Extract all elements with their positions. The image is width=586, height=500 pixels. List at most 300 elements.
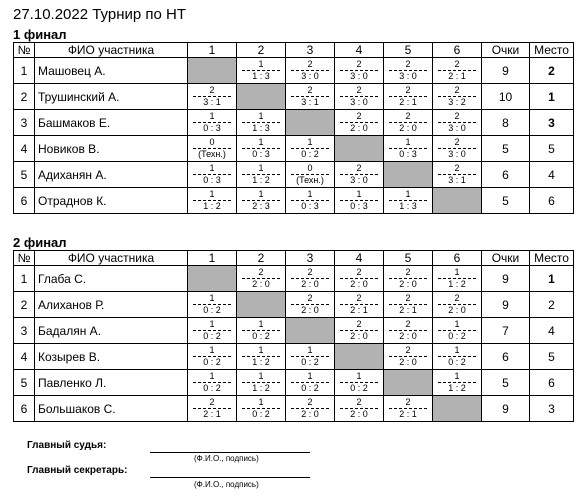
table-row — [14, 84, 574, 110]
match-score: 1 : 3 — [242, 70, 280, 83]
match-score: 1 : 2 — [438, 382, 476, 395]
match-result — [237, 188, 285, 213]
participant-name: Алиханов Р. — [35, 292, 188, 318]
match-points: 2 — [356, 319, 362, 329]
match-result-cell — [286, 344, 335, 370]
match-result-cell — [384, 188, 433, 214]
match-score: 0 : 2 — [438, 356, 476, 369]
participant-number: 2 — [14, 84, 35, 110]
match-score: 3 : 0 — [340, 96, 378, 109]
match-points: 2 — [356, 293, 362, 303]
match-result-cell — [433, 110, 482, 136]
participant-name: Башмаков Е. — [35, 110, 188, 136]
match-points: 2 — [405, 345, 411, 355]
self-match-cell — [384, 162, 433, 188]
column-header: 5 — [384, 43, 433, 58]
match-result-cell — [335, 396, 384, 422]
final-place: 4 — [530, 318, 574, 344]
match-score: 0 : 2 — [193, 356, 231, 369]
match-score: 1 : 3 — [389, 200, 427, 213]
match-result-cell — [384, 58, 433, 84]
match-result — [237, 396, 285, 421]
self-match-cell — [188, 58, 237, 84]
match-points: 2 — [209, 397, 215, 407]
self-match-cell — [433, 396, 482, 422]
self-match-cell — [286, 110, 335, 136]
match-score: 2 : 1 — [389, 408, 427, 421]
results-table-final-2 — [13, 250, 574, 422]
match-result-cell — [433, 58, 482, 84]
total-points: 9 — [482, 396, 530, 422]
match-points: 1 — [258, 59, 264, 69]
match-result — [384, 344, 432, 369]
match-result-cell — [286, 162, 335, 188]
match-score: 2 : 0 — [340, 408, 378, 421]
table-row — [14, 162, 574, 188]
match-score: 2 : 0 — [340, 330, 378, 343]
match-points: 2 — [454, 85, 460, 95]
match-points: 2 — [405, 319, 411, 329]
match-result-cell — [384, 266, 433, 292]
match-score: 1 : 3 — [242, 122, 280, 135]
match-result-cell — [286, 266, 335, 292]
table-row — [14, 370, 574, 396]
match-score: (Техн.) — [193, 148, 231, 161]
match-score: 0 : 2 — [242, 330, 280, 343]
match-score: 1 : 2 — [438, 278, 476, 291]
match-result — [286, 292, 334, 317]
match-score: 0 : 2 — [242, 408, 280, 421]
participant-number: 5 — [14, 162, 35, 188]
match-result-cell — [335, 370, 384, 396]
match-points: 2 — [454, 111, 460, 121]
participant-name: Глаба С. — [35, 266, 188, 292]
match-points: 2 — [454, 137, 460, 147]
table-row — [14, 344, 574, 370]
match-result-cell — [188, 136, 237, 162]
self-match-cell — [188, 266, 237, 292]
table-header-row — [14, 251, 574, 266]
participant-number: 1 — [14, 266, 35, 292]
match-result — [384, 396, 432, 421]
table-row — [14, 266, 574, 292]
match-score: 0 : 3 — [242, 148, 280, 161]
match-score: 3 : 2 — [438, 96, 476, 109]
match-result — [384, 84, 432, 109]
match-result-cell — [286, 84, 335, 110]
match-points: 1 — [454, 267, 460, 277]
participant-name: Козырев В. — [35, 344, 188, 370]
match-result — [286, 84, 334, 109]
match-result — [335, 292, 383, 317]
match-score: 0 : 3 — [340, 200, 378, 213]
participant-number: 6 — [14, 396, 35, 422]
match-result — [384, 58, 432, 83]
match-result — [188, 110, 236, 135]
match-points: 1 — [454, 345, 460, 355]
match-result — [286, 266, 334, 291]
match-points: 1 — [405, 137, 411, 147]
section-title-final-2: 2 финал — [13, 235, 67, 250]
table-row — [14, 58, 574, 84]
match-result — [433, 318, 481, 343]
match-score: 2 : 1 — [193, 408, 231, 421]
match-score: 0 : 3 — [291, 200, 329, 213]
match-score: 0 : 2 — [291, 356, 329, 369]
match-result — [433, 344, 481, 369]
column-header: 6 — [433, 251, 482, 266]
match-result — [188, 344, 236, 369]
match-result-cell — [384, 292, 433, 318]
total-points: 9 — [482, 266, 530, 292]
participant-name: Адиханян А. — [35, 162, 188, 188]
match-result — [433, 266, 481, 291]
match-result — [384, 266, 432, 291]
match-score: 0 : 2 — [193, 304, 231, 317]
match-result-cell — [237, 370, 286, 396]
match-points: 1 — [356, 189, 362, 199]
final-place: 3 — [530, 396, 574, 422]
match-result — [188, 318, 236, 343]
self-match-cell — [433, 188, 482, 214]
match-points: 2 — [209, 85, 215, 95]
match-points: 1 — [307, 345, 313, 355]
final-place: 6 — [530, 188, 574, 214]
match-result — [188, 396, 236, 421]
chief-judge-hint: (Ф.И.О., подпись) — [194, 454, 259, 463]
match-result — [335, 318, 383, 343]
match-points: 2 — [356, 267, 362, 277]
participant-name: Новиков В. — [35, 136, 188, 162]
match-score: 3 : 0 — [438, 148, 476, 161]
match-score: 0 : 3 — [193, 174, 231, 187]
match-points: 1 — [258, 397, 264, 407]
match-points: 1 — [454, 371, 460, 381]
match-points: 1 — [209, 319, 215, 329]
match-result-cell — [188, 162, 237, 188]
chief-secretary-hint: (Ф.И.О., подпись) — [194, 480, 259, 489]
match-points: 2 — [307, 267, 313, 277]
match-result-cell — [237, 110, 286, 136]
match-score: 0 : 2 — [193, 382, 231, 395]
match-points: 1 — [209, 163, 215, 173]
column-header: 4 — [335, 43, 384, 58]
match-result — [335, 84, 383, 109]
match-score: 2 : 0 — [340, 122, 378, 135]
match-score: 2 : 0 — [389, 278, 427, 291]
match-result — [335, 370, 383, 395]
chief-secretary-label: Главный секретарь: — [27, 465, 128, 476]
match-result-cell — [286, 58, 335, 84]
match-result-cell — [335, 58, 384, 84]
match-result — [286, 162, 334, 187]
column-header: Очки — [482, 251, 530, 266]
match-points: 0 — [307, 163, 313, 173]
match-result — [188, 162, 236, 187]
match-points: 1 — [258, 371, 264, 381]
participant-name: Трушинский А. — [35, 84, 188, 110]
match-points: 1 — [258, 189, 264, 199]
match-points: 0 — [209, 137, 215, 147]
column-header: 6 — [433, 43, 482, 58]
match-result — [188, 370, 236, 395]
match-result — [433, 110, 481, 135]
match-result — [335, 162, 383, 187]
match-score: 0 : 2 — [438, 330, 476, 343]
match-result — [237, 162, 285, 187]
column-header: 1 — [188, 43, 237, 58]
match-points: 2 — [307, 59, 313, 69]
participant-number: 5 — [14, 370, 35, 396]
match-score: 2 : 3 — [242, 200, 280, 213]
match-result-cell — [188, 344, 237, 370]
participant-name: Бадалян А. — [35, 318, 188, 344]
final-place: 2 — [530, 58, 574, 84]
column-header: ФИО участника — [35, 251, 188, 266]
match-result — [335, 58, 383, 83]
match-points: 1 — [258, 111, 264, 121]
match-points: 2 — [356, 163, 362, 173]
column-header: ФИО участника — [35, 43, 188, 58]
final-place: 1 — [530, 84, 574, 110]
match-points: 2 — [307, 85, 313, 95]
match-score: 2 : 0 — [389, 330, 427, 343]
match-score: 2 : 0 — [389, 122, 427, 135]
match-score: 2 : 0 — [291, 408, 329, 421]
column-header: 2 — [237, 251, 286, 266]
table-row — [14, 396, 574, 422]
match-score: 1 : 2 — [242, 174, 280, 187]
match-result-cell — [188, 84, 237, 110]
final-place: 6 — [530, 370, 574, 396]
match-result-cell — [237, 136, 286, 162]
match-points: 1 — [209, 111, 215, 121]
match-points: 2 — [356, 397, 362, 407]
match-points: 2 — [405, 111, 411, 121]
table-row — [14, 292, 574, 318]
match-points: 2 — [356, 59, 362, 69]
match-result — [335, 266, 383, 291]
match-result-cell — [384, 84, 433, 110]
match-result-cell — [188, 396, 237, 422]
participant-name: Отраднов К. — [35, 188, 188, 214]
match-result — [237, 58, 285, 83]
match-points: 1 — [258, 345, 264, 355]
match-result — [335, 396, 383, 421]
match-result — [384, 318, 432, 343]
match-result-cell — [335, 110, 384, 136]
results-table-final-1 — [13, 42, 574, 214]
column-header: 2 — [237, 43, 286, 58]
match-points: 1 — [405, 189, 411, 199]
participant-number: 2 — [14, 292, 35, 318]
participant-name: Павленко Л. — [35, 370, 188, 396]
table-row — [14, 110, 574, 136]
match-points: 1 — [258, 319, 264, 329]
match-result-cell — [335, 318, 384, 344]
match-score: 3 : 1 — [193, 96, 231, 109]
total-points: 10 — [482, 84, 530, 110]
match-result-cell — [335, 188, 384, 214]
match-score: 2 : 0 — [242, 278, 280, 291]
table-row — [14, 136, 574, 162]
match-score: 2 : 1 — [340, 304, 378, 317]
total-points: 6 — [482, 162, 530, 188]
match-score: 3 : 1 — [438, 174, 476, 187]
match-score: 3 : 0 — [340, 70, 378, 83]
match-points: 2 — [454, 163, 460, 173]
match-result-cell — [237, 188, 286, 214]
match-score: 1 : 2 — [193, 200, 231, 213]
participant-name: Большаков С. — [35, 396, 188, 422]
match-points: 1 — [209, 345, 215, 355]
match-score: 3 : 0 — [389, 70, 427, 83]
match-points: 1 — [454, 319, 460, 329]
match-points: 1 — [307, 189, 313, 199]
match-result — [237, 318, 285, 343]
match-points: 2 — [307, 293, 313, 303]
match-result-cell — [237, 266, 286, 292]
match-points: 1 — [258, 163, 264, 173]
column-header: Место — [530, 251, 574, 266]
match-points: 2 — [258, 267, 264, 277]
participant-number: 4 — [14, 136, 35, 162]
participant-number: 6 — [14, 188, 35, 214]
match-score: 3 : 0 — [438, 122, 476, 135]
match-score: 1 : 2 — [242, 382, 280, 395]
match-score: 2 : 0 — [438, 304, 476, 317]
match-score: 2 : 0 — [291, 304, 329, 317]
match-result — [433, 58, 481, 83]
match-result — [433, 370, 481, 395]
match-points: 1 — [209, 189, 215, 199]
match-score: (Техн.) — [291, 174, 329, 187]
match-result — [237, 370, 285, 395]
match-result-cell — [188, 110, 237, 136]
table-header-row — [14, 43, 574, 58]
match-points: 2 — [356, 111, 362, 121]
match-result — [384, 136, 432, 161]
match-result-cell — [237, 58, 286, 84]
chief-secretary-signature-line — [150, 477, 310, 478]
match-points: 1 — [356, 371, 362, 381]
match-result-cell — [335, 292, 384, 318]
match-result-cell — [237, 162, 286, 188]
match-score: 3 : 0 — [340, 174, 378, 187]
table-row — [14, 318, 574, 344]
match-result — [433, 84, 481, 109]
match-score: 1 : 2 — [242, 356, 280, 369]
match-result — [286, 188, 334, 213]
table-row — [14, 188, 574, 214]
participant-number: 3 — [14, 318, 35, 344]
match-result-cell — [188, 292, 237, 318]
final-place: 3 — [530, 110, 574, 136]
match-result-cell — [237, 396, 286, 422]
participant-name: Машовец А. — [35, 58, 188, 84]
match-score: 0 : 2 — [193, 330, 231, 343]
column-header: 4 — [335, 251, 384, 266]
match-points: 2 — [454, 293, 460, 303]
final-place: 5 — [530, 344, 574, 370]
chief-judge-label: Главный судья: — [27, 440, 107, 451]
self-match-cell — [237, 84, 286, 110]
match-points: 1 — [209, 371, 215, 381]
match-result — [433, 136, 481, 161]
match-score: 2 : 1 — [389, 96, 427, 109]
match-result-cell — [286, 396, 335, 422]
match-result-cell — [433, 370, 482, 396]
total-points: 5 — [482, 188, 530, 214]
match-result — [286, 58, 334, 83]
total-points: 9 — [482, 58, 530, 84]
match-result — [384, 110, 432, 135]
match-result-cell — [433, 318, 482, 344]
match-result-cell — [286, 188, 335, 214]
match-result — [237, 110, 285, 135]
total-points: 9 — [482, 292, 530, 318]
match-result-cell — [433, 292, 482, 318]
match-points: 2 — [307, 397, 313, 407]
match-result-cell — [335, 266, 384, 292]
match-result — [237, 344, 285, 369]
match-score: 0 : 2 — [291, 382, 329, 395]
match-result — [335, 188, 383, 213]
match-result — [384, 188, 432, 213]
match-score: 2 : 1 — [438, 70, 476, 83]
match-score: 0 : 2 — [340, 382, 378, 395]
total-points: 7 — [482, 318, 530, 344]
page-title: 27.10.2022 Турнир по НТ — [13, 6, 187, 23]
final-place: 2 — [530, 292, 574, 318]
match-score: 2 : 0 — [389, 356, 427, 369]
match-points: 2 — [405, 293, 411, 303]
match-result — [335, 110, 383, 135]
final-place: 4 — [530, 162, 574, 188]
match-result-cell — [384, 136, 433, 162]
match-points: 1 — [209, 293, 215, 303]
participant-number: 3 — [14, 110, 35, 136]
match-result-cell — [188, 318, 237, 344]
match-score: 0 : 2 — [291, 148, 329, 161]
match-result — [286, 370, 334, 395]
match-result-cell — [237, 318, 286, 344]
match-result-cell — [433, 344, 482, 370]
match-points: 2 — [405, 397, 411, 407]
self-match-cell — [286, 318, 335, 344]
match-score: 2 : 1 — [389, 304, 427, 317]
participant-number: 1 — [14, 58, 35, 84]
match-score: 3 : 0 — [291, 70, 329, 83]
match-result-cell — [335, 162, 384, 188]
match-result-cell — [433, 266, 482, 292]
match-result-cell — [286, 370, 335, 396]
match-result-cell — [237, 344, 286, 370]
final-place: 5 — [530, 136, 574, 162]
match-result — [433, 292, 481, 317]
match-result — [188, 84, 236, 109]
match-result — [286, 344, 334, 369]
match-score: 2 : 0 — [340, 278, 378, 291]
match-points: 2 — [405, 85, 411, 95]
match-score: 0 : 3 — [193, 122, 231, 135]
chief-judge-signature-line — [150, 452, 310, 453]
match-result-cell — [433, 162, 482, 188]
match-result — [237, 266, 285, 291]
match-result-cell — [384, 318, 433, 344]
match-result-cell — [384, 344, 433, 370]
match-result-cell — [433, 84, 482, 110]
